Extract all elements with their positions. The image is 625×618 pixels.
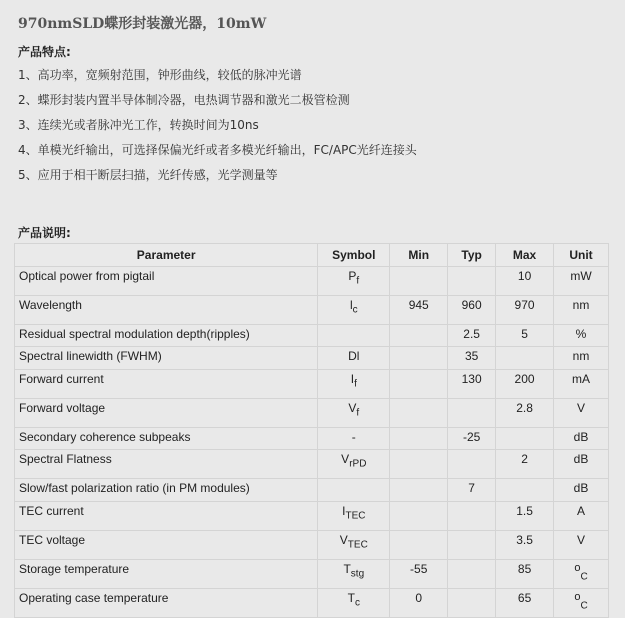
features-heading: 产品特点: (18, 45, 71, 59)
cell-min (390, 267, 448, 296)
cell-symbol (318, 398, 390, 427)
cell-typ: 2.5 (448, 325, 496, 347)
cell-typ: 7 (448, 479, 496, 501)
table-row (15, 369, 609, 398)
cell-symbol (318, 559, 390, 588)
symbol-subscript: TEC (345, 509, 366, 521)
cell-max: 10 (496, 267, 554, 296)
feature-item: 5、应用于相干断层扫描，光纤传感，光学测量等 (18, 168, 278, 182)
column-header: Typ (448, 244, 496, 267)
cell-parameter: Spectral Flatness (15, 450, 318, 479)
cell-symbol (318, 427, 390, 449)
cell-unit (554, 369, 609, 398)
unit-superscript: V (577, 400, 586, 415)
table-row (15, 501, 609, 530)
symbol-main: I (342, 503, 346, 518)
table-row (15, 296, 609, 325)
cell-min (390, 347, 448, 369)
cell-max: 1.5 (496, 501, 554, 530)
cell-min (390, 325, 448, 347)
table-row (15, 325, 609, 347)
symbol-main: - (351, 429, 356, 444)
table-row (15, 450, 609, 479)
cell-unit (554, 296, 609, 325)
cell-max (496, 427, 554, 449)
cell-min: -55 (390, 559, 448, 588)
cell-parameter: Secondary coherence subpeaks (15, 427, 318, 449)
unit-superscript: V (577, 532, 586, 547)
cell-max (496, 347, 554, 369)
cell-parameter: Forward voltage (15, 398, 318, 427)
cell-parameter: Residual spectral modulation depth(ripples) (15, 325, 318, 347)
cell-parameter: Spectral linewidth (FWHM) (15, 347, 318, 369)
cell-max: 3.5 (496, 530, 554, 559)
cell-parameter: Optical power from pigtail (15, 267, 318, 296)
cell-symbol (318, 369, 390, 398)
cell-min (390, 369, 448, 398)
unit-superscript: A (577, 503, 586, 518)
unit-superscript: % (575, 327, 587, 341)
cell-unit (554, 427, 609, 449)
cell-typ (448, 450, 496, 479)
cell-min (390, 479, 448, 501)
cell-symbol (318, 501, 390, 530)
spec-table (14, 243, 609, 618)
spec-table-body (15, 267, 609, 618)
features-list (18, 67, 417, 192)
cell-unit (554, 501, 609, 530)
symbol-main: V (348, 400, 357, 415)
unit-superscript: nm (572, 349, 590, 364)
cell-max: 2 (496, 450, 554, 479)
cell-typ: 960 (448, 296, 496, 325)
cell-parameter: Forward current (15, 369, 318, 398)
cell-max: 2.8 (496, 398, 554, 427)
cell-min (390, 530, 448, 559)
cell-min (390, 398, 448, 427)
unit-superscript: dB (573, 429, 589, 444)
column-header: Unit (554, 244, 609, 267)
table-row (15, 427, 609, 449)
table-row (15, 530, 609, 559)
cell-symbol (318, 296, 390, 325)
cell-symbol (318, 325, 390, 347)
cell-parameter: TEC current (15, 501, 318, 530)
cell-symbol (318, 347, 390, 369)
cell-max: 85 (496, 559, 554, 588)
cell-max: 200 (496, 369, 554, 398)
feature-item: 2、蝶形封装内置半导体制冷器，电热调节器和激光二极管检测 (18, 93, 350, 107)
unit-superscript: o (574, 561, 581, 574)
cell-unit (554, 398, 609, 427)
cell-max: 5 (496, 325, 554, 347)
cell-symbol (318, 450, 390, 479)
column-header: Symbol (318, 244, 390, 267)
symbol-main: V (339, 532, 348, 547)
cell-unit (554, 267, 609, 296)
column-header: Parameter (15, 244, 318, 267)
feature-item: 3、连续光或者脉冲光工作，转换时间为10ns (18, 118, 259, 132)
symbol-subscript: f (354, 378, 357, 390)
cell-typ (448, 501, 496, 530)
unit-superscript: nm (572, 298, 590, 312)
unit-superscript: o (574, 590, 581, 603)
feature-item: 4、单模光纤输出，可选择保偏光纤或者多模光纤输出，FC/APC光纤连接头 (18, 143, 417, 157)
table-row (15, 559, 609, 588)
cell-typ: 35 (448, 347, 496, 369)
table-row (15, 347, 609, 369)
cell-symbol (318, 267, 390, 296)
cell-unit (554, 325, 609, 347)
cell-unit (554, 450, 609, 479)
cell-unit (554, 530, 609, 559)
cell-parameter: TEC voltage (15, 530, 318, 559)
symbol-subscript: stg (350, 567, 365, 579)
cell-parameter: Wavelength (15, 296, 318, 325)
symbol-main: T (343, 561, 351, 576)
symbol-main: Dl (348, 349, 360, 364)
cell-min: 945 (390, 296, 448, 325)
cell-typ (448, 530, 496, 559)
table-row (15, 479, 609, 501)
column-header: Min (390, 244, 448, 267)
cell-max (496, 479, 554, 501)
symbol-subscript: TEC (347, 538, 368, 550)
page-title: 970nmSLD蝶形封装激光器，10mW (18, 16, 267, 32)
symbol-subscript: rPD (349, 458, 367, 470)
symbol-subscript: c (352, 304, 358, 316)
symbol-main: T (347, 590, 355, 605)
cell-parameter: Slow/fast polarization ratio (in PM modules) (15, 479, 318, 501)
symbol-subscript: f (356, 275, 360, 287)
cell-typ: -25 (448, 427, 496, 449)
cell-unit (554, 559, 609, 588)
table-header-row (15, 244, 609, 267)
table-row (15, 398, 609, 427)
cell-parameter: Storage temperature (15, 559, 318, 588)
unit-superscript: mW (570, 269, 592, 283)
unit-subscript: C (580, 599, 588, 611)
cell-parameter: Operating case temperature (15, 588, 318, 617)
symbol-main: I (350, 371, 355, 386)
cell-min (390, 427, 448, 449)
symbol-main: V (341, 452, 350, 467)
unit-subscript: C (580, 570, 588, 582)
cell-unit (554, 347, 609, 369)
cell-symbol (318, 530, 390, 559)
cell-typ: 130 (448, 369, 496, 398)
cell-min (390, 450, 448, 479)
cell-min (390, 501, 448, 530)
cell-symbol (318, 479, 390, 501)
cell-unit (554, 479, 609, 501)
cell-max: 970 (496, 296, 554, 325)
symbol-main: l (349, 298, 353, 312)
column-header: Max (496, 244, 554, 267)
symbol-subscript: f (356, 407, 360, 419)
table-row (15, 267, 609, 296)
unit-superscript: mA (572, 371, 591, 386)
cell-typ (448, 398, 496, 427)
symbol-main: P (348, 269, 357, 283)
feature-item: 1、高功率，宽频射范围，钟形曲线，较低的脉冲光谱 (18, 68, 302, 82)
cell-max: 65 (496, 588, 554, 617)
unit-superscript: dB (573, 481, 589, 496)
symbol-subscript: c (354, 596, 360, 608)
spec-heading: 产品说明: (18, 226, 71, 240)
cell-typ (448, 559, 496, 588)
cell-min: 0 (390, 588, 448, 617)
cell-typ (448, 267, 496, 296)
unit-superscript: dB (573, 452, 589, 467)
